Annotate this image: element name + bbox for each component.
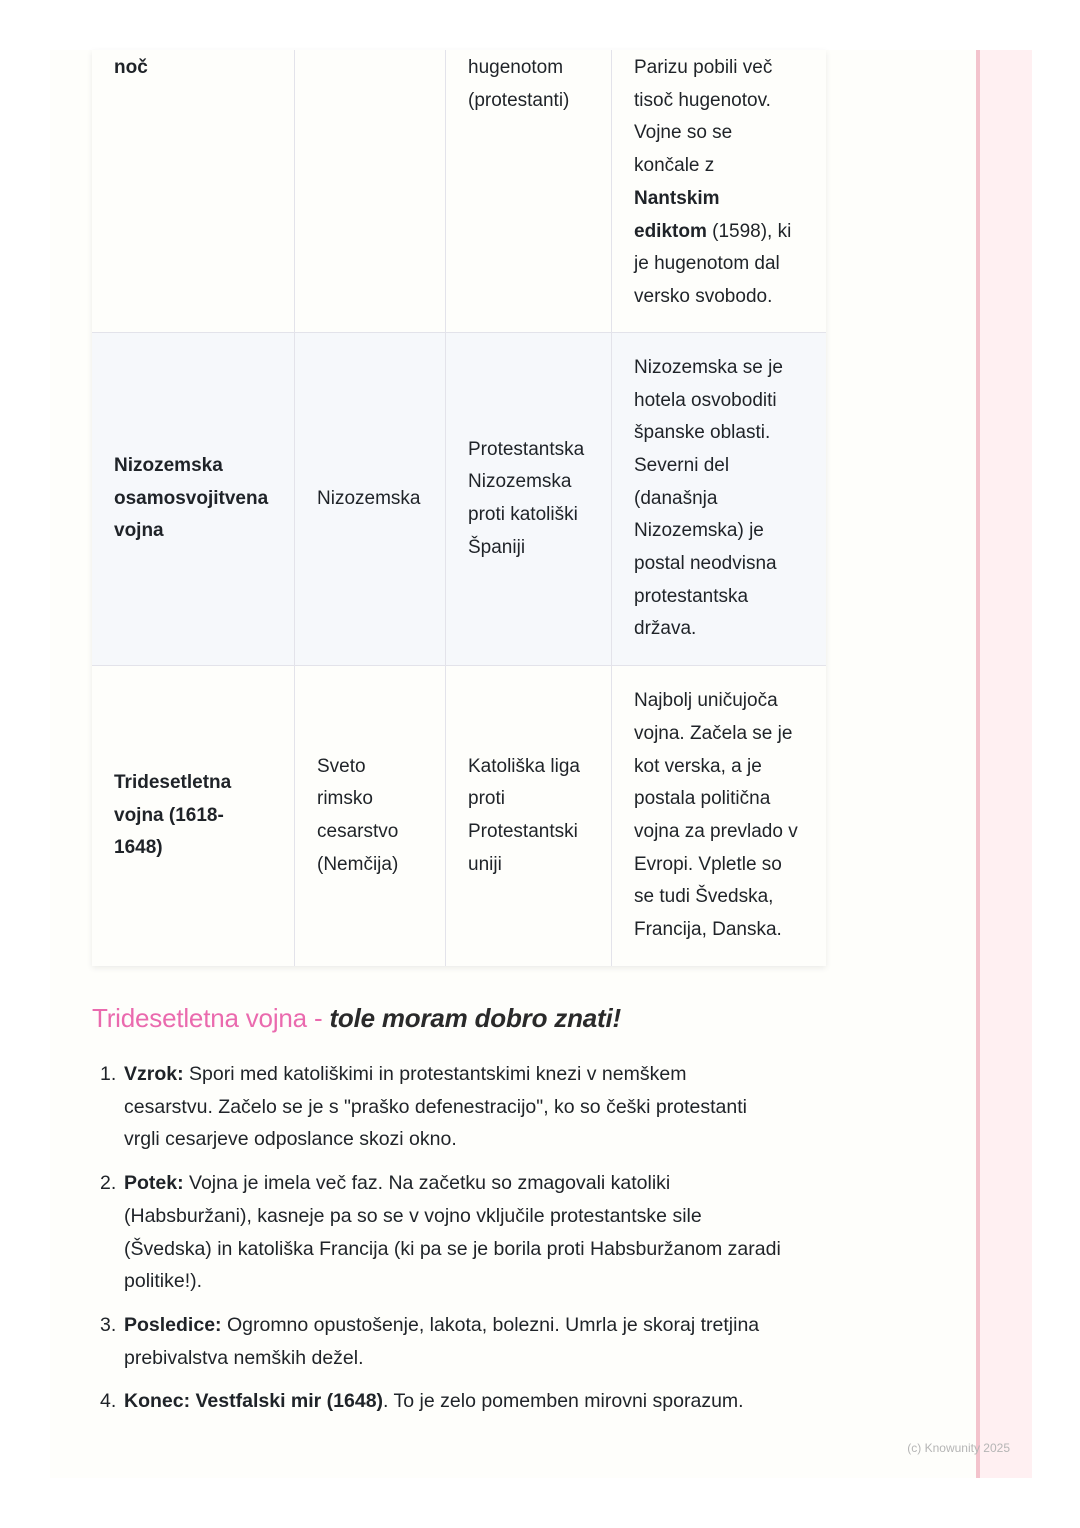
text-run: končale z <box>634 155 715 177</box>
text-run: Severni del <box>634 454 730 476</box>
text-run: vojna. Začela se je <box>634 722 793 744</box>
text-run: kot verska, a je <box>634 755 762 777</box>
cell-line: proti katoliški <box>468 504 578 525</box>
text-run: država. <box>634 618 697 640</box>
cell-line <box>634 450 804 483</box>
cell-line: 1648) <box>114 837 163 859</box>
cell-line <box>634 613 804 646</box>
list-line <box>124 1342 840 1375</box>
list-number: 3. <box>100 1313 117 1336</box>
text-run: vrgli cesarjeve odposlance skozi okno. <box>124 1128 457 1151</box>
text-run: Vojne so se <box>634 122 733 144</box>
text-run: Francija, Danska. <box>634 919 782 941</box>
heading-separator: - <box>306 1003 330 1033</box>
bold-term: Vzrok: <box>124 1063 184 1085</box>
text-run: Evropi. Vpletle so <box>634 853 782 875</box>
text-run: Vojna je imela več faz. Na začetku so zmagovali katoliki <box>183 1172 671 1195</box>
cell-line <box>634 117 804 150</box>
cell-line: Nizozemska <box>114 454 223 476</box>
cell-line: proti <box>468 788 505 810</box>
text-run: postal neodvisna <box>634 553 777 575</box>
cell-line <box>634 417 804 450</box>
list-line <box>124 1058 840 1091</box>
list-line <box>124 1167 840 1200</box>
cell-line <box>634 515 804 548</box>
cell-line: uniji <box>468 853 502 875</box>
text-run: (Habsburžani), kasneje pa so se v vojno vključile protestantske sile <box>124 1204 702 1227</box>
cell-line: Protestantski <box>468 821 578 842</box>
description-cell <box>612 666 826 966</box>
list-item <box>100 1058 840 1156</box>
list-line <box>124 1123 840 1156</box>
cell-line: Sveto <box>317 755 366 777</box>
table-row <box>92 50 826 333</box>
list-line <box>124 1309 840 1342</box>
text-run: Parizu pobili več <box>634 57 773 78</box>
cell-line: (protestanti) <box>468 89 570 111</box>
list-item <box>100 1309 840 1374</box>
copyright-footer: (c) Knowunity 2025 <box>907 1441 1010 1455</box>
country-cell <box>295 333 446 665</box>
cell-line <box>634 385 804 418</box>
text-run: protestantska <box>634 585 749 607</box>
text-run: vojna za prevlado v <box>634 821 798 842</box>
country-cell <box>295 666 446 966</box>
right-margin-band <box>977 50 1032 1478</box>
description-cell <box>612 50 826 332</box>
cell-line <box>634 849 804 882</box>
cell-line <box>634 85 804 118</box>
cell-line <box>634 281 804 314</box>
heading-emphasis: tole moram dobro znati! <box>329 1003 621 1033</box>
cell-line <box>634 881 804 914</box>
text-run: Najbolj uničujoča <box>634 690 778 712</box>
cell-line <box>634 816 804 849</box>
list-number: 2. <box>100 1172 117 1195</box>
text-run: (Švedska) in katoliška Francija (ki pa se je borila proti Habsburžanom zaradi <box>124 1237 781 1260</box>
text-run: politike!). <box>124 1270 203 1293</box>
cell-line: Protestantska <box>468 438 585 460</box>
sides-cell <box>446 50 612 332</box>
bold-term: ediktom <box>634 220 707 242</box>
cell-line <box>634 751 804 784</box>
list-line <box>124 1385 840 1418</box>
cell-line: noč <box>114 57 148 78</box>
text-run: se tudi Švedska, <box>634 886 774 908</box>
cell-line <box>634 352 804 385</box>
cell-line <box>634 183 804 216</box>
text-run: hotela osvoboditi <box>634 389 777 411</box>
text-run: cesarstvu. Začelo se je s "praško defenestracijo", ko so češki protestanti <box>124 1095 747 1118</box>
section-heading <box>92 1003 621 1034</box>
bold-term: Konec: Vestfalski mir (1648) <box>124 1390 384 1413</box>
text-run: Nizozemska) je <box>634 520 764 542</box>
text-run: versko svobodo. <box>634 285 773 307</box>
bold-term: Nantskim <box>634 187 720 209</box>
table-row <box>92 666 826 966</box>
text-run: Ogromno opustošenje, lakota, bolezni. Umrla je skoraj tretjina <box>221 1313 760 1336</box>
list-line <box>124 1265 840 1298</box>
cell-line <box>634 718 804 751</box>
text-run: španske oblasti. <box>634 422 771 444</box>
sides-cell <box>446 666 612 966</box>
text-run: (1598), ki <box>706 220 792 242</box>
text-run: . To je zelo pomemben mirovni sporazum. <box>383 1390 744 1413</box>
list-item <box>100 1385 840 1418</box>
cell-line <box>634 483 804 516</box>
cell-line <box>634 581 804 614</box>
war-name-cell <box>92 50 295 332</box>
text-run: postala politična <box>634 788 771 810</box>
text-run: (današnja <box>634 487 718 509</box>
war-name-cell <box>92 333 295 665</box>
cell-line: vojna (1618- <box>114 804 224 826</box>
heading-main: Tridesetletna vojna <box>92 1003 307 1033</box>
cell-line <box>634 548 804 581</box>
cell-line: Katoliška liga <box>468 755 580 777</box>
cell-line <box>634 216 804 249</box>
list-number: 1. <box>100 1063 117 1085</box>
bold-term: Posledice: <box>124 1313 222 1336</box>
bold-term: Potek: <box>124 1172 184 1195</box>
key-points-list <box>100 1058 840 1429</box>
text-run: Nizozemska se je <box>634 356 783 378</box>
cell-line <box>634 685 804 718</box>
text-run: prebivalstva nemških dežel. <box>124 1346 364 1369</box>
cell-line <box>634 914 804 947</box>
cell-line: Nizozemska <box>317 487 421 509</box>
right-margin-line <box>976 50 980 1478</box>
list-line <box>124 1200 840 1233</box>
cell-line: vojna <box>114 520 164 542</box>
table-row <box>92 333 826 666</box>
cell-line: hugenotom <box>468 57 564 78</box>
cell-line: Nizozemska <box>468 471 572 493</box>
list-line <box>124 1091 840 1124</box>
cell-line: osamosvojitvena <box>114 487 269 509</box>
cell-line: Španiji <box>468 536 526 558</box>
text-run: tisoč hugenotov. <box>634 89 771 111</box>
cell-line: cesarstvo <box>317 821 399 842</box>
text-run: Spori med katoliškimi in protestantskimi knezi v nemškem <box>183 1063 687 1085</box>
list-line <box>124 1233 840 1266</box>
cell-line <box>634 150 804 183</box>
cell-line <box>634 52 804 85</box>
list-item <box>100 1167 840 1298</box>
cell-line: rimsko <box>317 788 373 810</box>
list-number: 4. <box>100 1390 117 1413</box>
sides-cell <box>446 333 612 665</box>
description-cell <box>612 333 826 665</box>
cell-line: (Nemčija) <box>317 853 399 875</box>
wars-table <box>92 50 826 966</box>
cell-line <box>634 248 804 281</box>
cell-line: Tridesetletna <box>114 771 232 793</box>
cell-line <box>634 783 804 816</box>
text-run: je hugenotom dal <box>634 253 780 275</box>
country-cell <box>295 50 446 332</box>
war-name-cell <box>92 666 295 966</box>
